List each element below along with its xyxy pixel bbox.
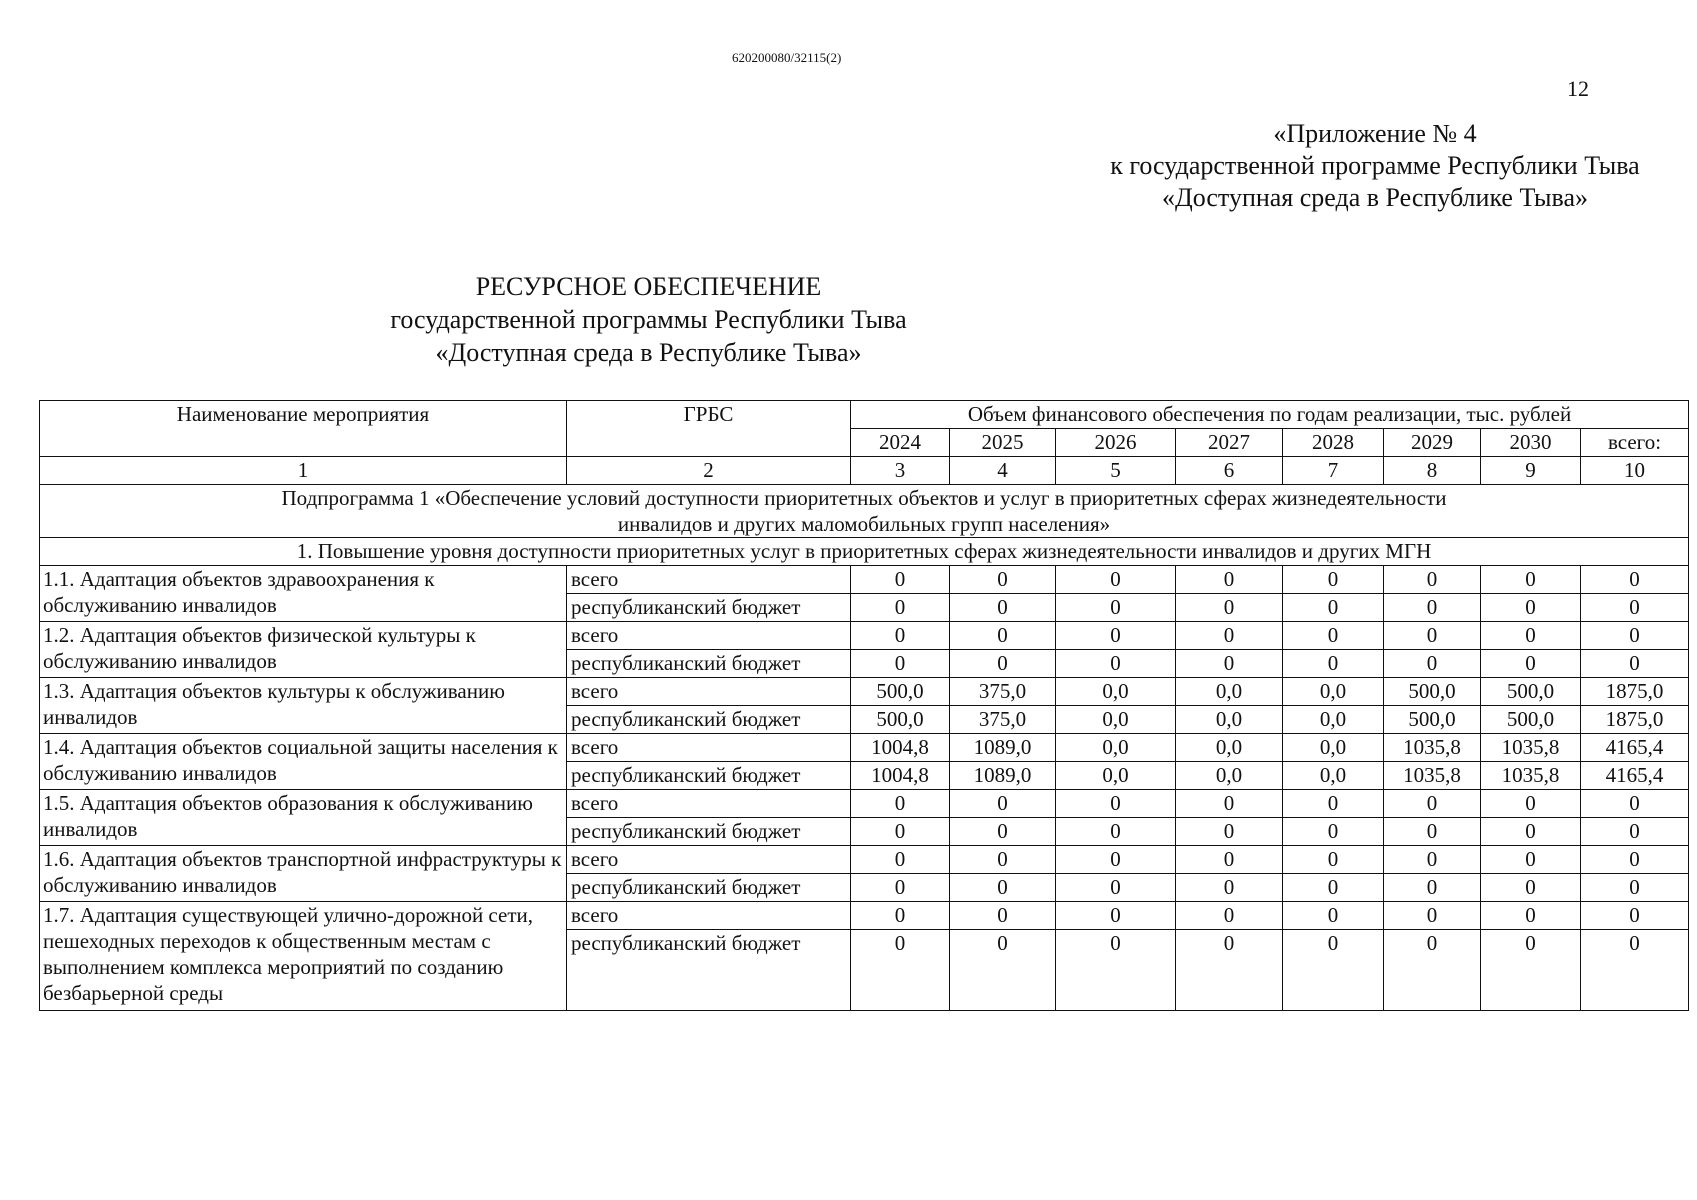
activity-name: 1.1. Адаптация объектов здравоохранения к обслуживанию инвалидов [40,566,567,622]
value-cell: 1089,0 [950,734,1056,762]
column-number: 10 [1581,457,1689,485]
value-cell: 0 [1176,930,1283,1011]
value-cell: 0 [1283,622,1384,650]
title-line-2: государственной программы Республики Тыва [390,305,907,334]
column-number: 1 [40,457,567,485]
grbs-cell: всего [567,790,851,818]
value-cell: 1035,8 [1384,762,1481,790]
value-cell: 0 [1176,818,1283,846]
value-cell: 0 [1176,874,1283,902]
value-cell: 0 [851,874,950,902]
value-cell: 500,0 [1481,678,1581,706]
table-row [40,622,1689,650]
value-cell: 0 [1481,650,1581,678]
value-cell: 0,0 [1056,706,1176,734]
grbs-cell: всего [567,622,851,650]
value-cell: 0 [1481,622,1581,650]
value-cell: 0 [1176,622,1283,650]
value-cell: 0 [1176,566,1283,594]
value-cell: 0 [1056,790,1176,818]
resource-table [39,400,1689,1011]
appendix-line-2: к государственной программе Республики Тыва [1110,151,1640,180]
table-row [40,790,1689,818]
appendix-line-3: «Доступная среда в Республике Тыва» [1162,183,1588,212]
value-cell: 0 [851,790,950,818]
value-cell: 0 [1283,930,1384,1011]
value-cell: 0 [1176,790,1283,818]
value-cell: 0 [1283,902,1384,930]
value-cell: 0 [851,650,950,678]
value-cell: 0 [950,846,1056,874]
column-number: 7 [1283,457,1384,485]
header-year-2029: 2029 [1384,429,1481,457]
grbs-cell: всего [567,902,851,930]
activity-name: 1.2. Адаптация объектов физической культуры к обслуживанию инвалидов [40,622,567,678]
grbs-cell: всего [567,846,851,874]
activity-name: 1.4. Адаптация объектов социальной защиты населения к обслуживанию инвалидов [40,734,567,790]
value-cell: 0 [1283,790,1384,818]
grbs-cell: всего [567,678,851,706]
value-cell: 0 [1384,902,1481,930]
value-cell: 1004,8 [851,762,950,790]
value-cell: 0 [851,902,950,930]
value-cell: 0 [1481,566,1581,594]
value-cell: 0 [1176,650,1283,678]
subprogram-title: Подпрограмма 1 «Обеспечение условий доступности приоритетных объектов и услуг в приоритетных сферах жизнедеятельности инвалидов и других маломобильных групп населения» [40,485,1689,538]
value-cell: 0 [1056,930,1176,1011]
document-title [0,270,1297,369]
value-cell: 0 [1056,846,1176,874]
grbs-cell: республиканский бюджет [567,874,851,902]
value-cell: 375,0 [950,706,1056,734]
header-year-total: всего: [1581,429,1689,457]
grbs-cell: республиканский бюджет [567,930,851,1011]
grbs-cell: республиканский бюджет [567,706,851,734]
value-cell: 0 [1176,846,1283,874]
value-cell: 0 [950,622,1056,650]
value-cell: 0,0 [1056,734,1176,762]
column-number: 8 [1384,457,1481,485]
value-cell: 0 [950,790,1056,818]
value-cell: 0 [1384,790,1481,818]
value-cell: 0,0 [1176,734,1283,762]
header-funding: Объем финансового обеспечения по годам реализации, тыс. рублей [851,401,1689,429]
value-cell: 0 [1581,874,1689,902]
grbs-cell: республиканский бюджет [567,650,851,678]
value-cell: 0 [950,930,1056,1011]
value-cell: 0 [950,874,1056,902]
value-cell: 0 [1283,566,1384,594]
column-number: 3 [851,457,950,485]
value-cell: 0 [1384,566,1481,594]
grbs-cell: республиканский бюджет [567,594,851,622]
value-cell: 500,0 [1384,706,1481,734]
value-cell: 0 [1176,902,1283,930]
column-number: 2 [567,457,851,485]
value-cell: 0 [1581,566,1689,594]
value-cell: 500,0 [1384,678,1481,706]
value-cell: 0 [1384,622,1481,650]
value-cell: 0 [1581,594,1689,622]
activity-name: 1.3. Адаптация объектов культуры к обслуживанию инвалидов [40,678,567,734]
column-number: 6 [1176,457,1283,485]
value-cell: 4165,4 [1581,734,1689,762]
value-cell: 375,0 [950,678,1056,706]
value-cell: 500,0 [851,706,950,734]
table-row [40,846,1689,874]
grbs-cell: республиканский бюджет [567,818,851,846]
value-cell: 0,0 [1176,678,1283,706]
table-row [40,678,1689,706]
value-cell: 0 [1056,818,1176,846]
value-cell: 0 [950,594,1056,622]
value-cell: 1035,8 [1481,762,1581,790]
column-number: 4 [950,457,1056,485]
value-cell: 0,0 [1283,678,1384,706]
appendix-line-1: «Приложение № 4 [1273,119,1477,148]
header-year-2028: 2028 [1283,429,1384,457]
value-cell: 500,0 [1481,706,1581,734]
value-cell: 0,0 [1283,706,1384,734]
value-cell: 0 [851,622,950,650]
value-cell: 0 [950,902,1056,930]
value-cell: 0,0 [1283,734,1384,762]
column-number: 9 [1481,457,1581,485]
value-cell: 0,0 [1283,762,1384,790]
column-number: 5 [1056,457,1176,485]
value-cell: 0 [1056,902,1176,930]
header-year-2025: 2025 [950,429,1056,457]
value-cell: 0 [851,846,950,874]
value-cell: 0,0 [1176,762,1283,790]
value-cell: 0 [1481,902,1581,930]
header-grbs: ГРБС [567,401,851,457]
table-row [40,734,1689,762]
activity-name: 1.7. Адаптация существующей улично-дорожной сети, пешеходных переходов к общественным местам с выполнением комплекса мероприятий по созданию безбарьерной среды [40,902,567,1011]
value-cell: 0 [1384,594,1481,622]
subprogram-row [40,485,1689,538]
value-cell: 0 [1481,594,1581,622]
header-name: Наименование мероприятия [40,401,567,457]
value-cell: 0 [1581,818,1689,846]
section-title: 1. Повышение уровня доступности приоритетных услуг в приоритетных сферах жизнедеятельности инвалидов и других МГН [40,538,1689,566]
value-cell: 0 [1581,790,1689,818]
value-cell: 1089,0 [950,762,1056,790]
appendix-note [1025,118,1697,214]
document-id: 620200080/32115(2) [732,50,842,65]
value-cell: 1035,8 [1384,734,1481,762]
title-line-3: «Доступная среда в Республике Тыва» [435,338,862,367]
value-cell: 0 [1581,930,1689,1011]
value-cell: 0 [1056,650,1176,678]
value-cell: 0 [1056,566,1176,594]
activity-name: 1.5. Адаптация объектов образования к обслуживанию инвалидов [40,790,567,846]
value-cell: 0 [1581,650,1689,678]
grbs-cell: всего [567,734,851,762]
value-cell: 0 [1283,846,1384,874]
table-row [40,902,1689,930]
value-cell: 0,0 [1056,678,1176,706]
value-cell: 0 [851,594,950,622]
section-row [40,538,1689,566]
value-cell: 0 [1056,874,1176,902]
value-cell: 0 [1384,818,1481,846]
header-year-2027: 2027 [1176,429,1283,457]
value-cell: 0 [851,566,950,594]
header-year-2030: 2030 [1481,429,1581,457]
value-cell: 0,0 [1056,762,1176,790]
value-cell: 0 [1384,650,1481,678]
value-cell: 0 [1481,874,1581,902]
value-cell: 0 [1481,790,1581,818]
header-row [40,401,1689,429]
header-year-2024: 2024 [851,429,950,457]
value-cell: 1035,8 [1481,734,1581,762]
value-cell: 0 [1581,622,1689,650]
column-number-row [40,457,1689,485]
value-cell: 0 [1481,818,1581,846]
value-cell: 0 [950,818,1056,846]
value-cell: 0 [1283,818,1384,846]
title-line-1: РЕСУРСНОЕ ОБЕСПЕЧЕНИЕ [475,272,822,301]
value-cell: 0 [1481,930,1581,1011]
grbs-cell: республиканский бюджет [567,762,851,790]
value-cell: 0 [851,930,950,1011]
value-cell: 0 [1056,622,1176,650]
value-cell: 0 [1056,594,1176,622]
table-row [40,566,1689,594]
value-cell: 0 [1384,846,1481,874]
value-cell: 0 [1384,874,1481,902]
header-year-2026: 2026 [1056,429,1176,457]
value-cell: 0 [950,650,1056,678]
value-cell: 0,0 [1176,706,1283,734]
value-cell: 500,0 [851,678,950,706]
value-cell: 1004,8 [851,734,950,762]
grbs-cell: всего [567,566,851,594]
value-cell: 1875,0 [1581,678,1689,706]
value-cell: 0 [851,818,950,846]
value-cell: 0 [1283,594,1384,622]
value-cell: 0 [1481,846,1581,874]
value-cell: 0 [1384,930,1481,1011]
value-cell: 4165,4 [1581,762,1689,790]
value-cell: 0 [1581,846,1689,874]
value-cell: 0 [1283,874,1384,902]
page-number: 12 [1567,76,1589,101]
value-cell: 1875,0 [1581,706,1689,734]
value-cell: 0 [1283,650,1384,678]
activity-name: 1.6. Адаптация объектов транспортной инфраструктуры к обслуживанию инвалидов [40,846,567,902]
value-cell: 0 [950,566,1056,594]
value-cell: 0 [1581,902,1689,930]
value-cell: 0 [1176,594,1283,622]
